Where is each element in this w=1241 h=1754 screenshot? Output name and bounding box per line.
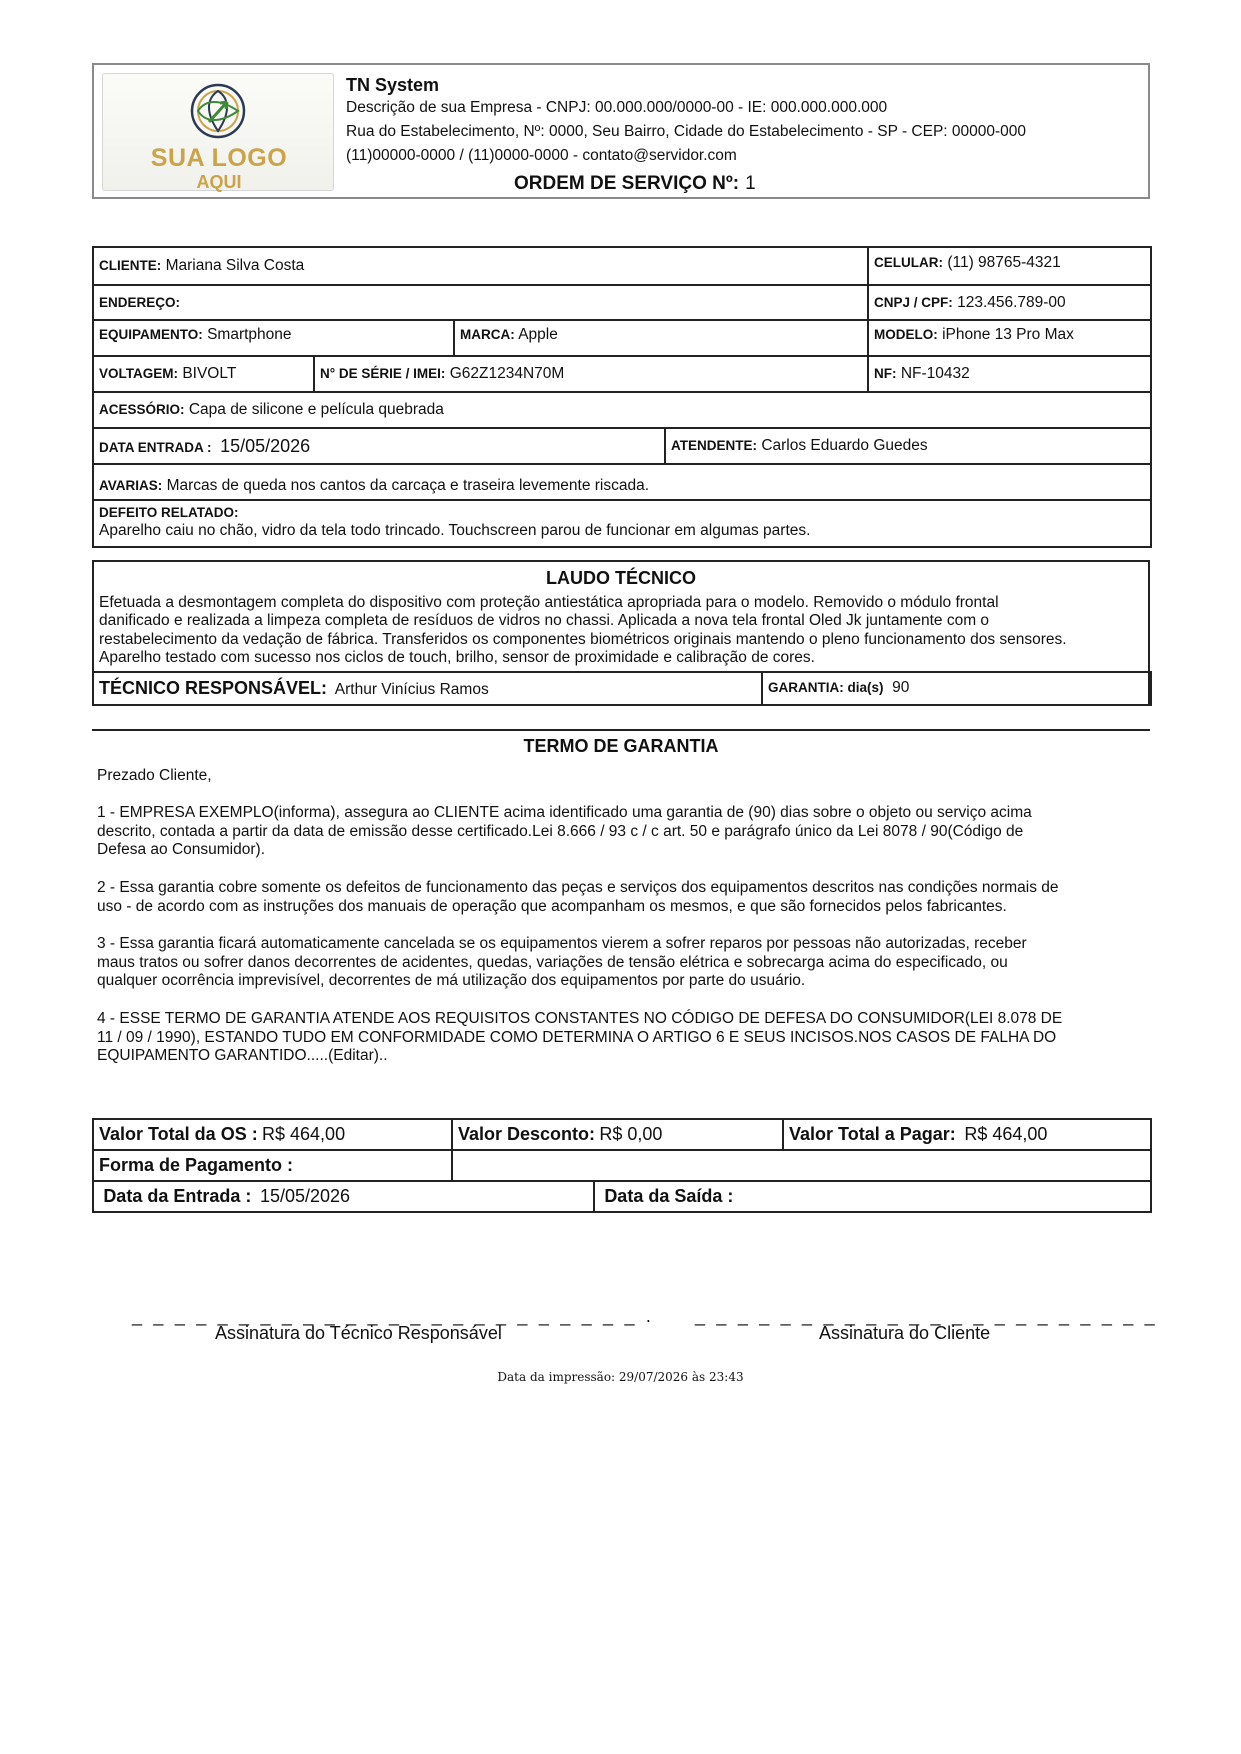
os-number: 1 [745,173,756,194]
termo-clause-4: 4 - ESSE TERMO DE GARANTIA ATENDE AOS REQUISITOS CONSTANTES NO CÓDIGO DE DEFESA DO CONSUMIDOR(LEI 8.078 DE 11 / 09 / 1990), ESTANDO TUDO EM CONFORMIDADE COMO DETERMINA O ARTIGO 6 E SEUS INCISOS.NOS CASOS DE FALHA DO EQUIPAMENTO GARANTIDO.....(Editar).. [97,1010,1063,1064]
garantia-cell: GARANTIA: dia(s) 90 [762,672,1151,705]
voltagem-value: BIVOLT [182,365,237,382]
table-row [93,285,1151,320]
modelo-cell: MODELO: iPhone 13 Pro Max [868,320,1151,356]
cliente-cell: CLIENTE: Mariana Silva Costa [93,247,868,285]
table-row [93,672,1151,705]
table-row [93,320,1151,356]
atendente-value: Carlos Eduardo Guedes [761,437,928,454]
laudo-title: LAUDO TÉCNICO [546,568,696,588]
serie-value: G62Z1234N70M [449,365,565,382]
avarias-value: Marcas de queda nos cantos da carcaça e traseira levemente riscada. [166,477,650,494]
signature-line-cliente: _ _ _ _ _ _ _ _ _ _ _ _ _ _ _ _ _ _ _ _ _ _ [695,1306,1158,1326]
defeito-cell: DEFEITO RELATADO: Aparelho caiu no chão, vidro da tela todo trincado. Touchscreen parou de funcionar em algumas partes. [93,500,1151,547]
cnpj-cell: CNPJ / CPF: 123.456.789-00 [868,285,1151,320]
company-description: Descrição de sua Empresa - CNPJ: 00.000.000/0000-00 - IE: 000.000.000.000 [346,99,888,116]
celular-value: (11) 98765-4321 [947,254,1061,271]
table-row [93,464,1151,500]
totals-table [92,1118,1152,1213]
data-saida-cell: Data da Saída : [594,1181,1151,1212]
atendente-cell: ATENDENTE: Carlos Eduardo Guedes [665,428,1151,464]
data-entrada-value: 15/05/2026 [220,435,311,456]
client-info-table [92,246,1152,548]
table-row [93,500,1151,547]
voltagem-cell: VOLTAGEM: BIVOLT [93,356,314,392]
avarias-cell: AVARIAS: Marcas de queda nos cantos da carcaça e traseira levemente riscada. [93,464,1151,500]
laudo-tecnico-section [92,560,1150,706]
equipamento-cell: EQUIPAMENTO: Smartphone [93,320,454,356]
equipamento-value: Smartphone [207,326,292,343]
termo-clause-3: 3 - Essa garantia ficará automaticamente cancelada se os equipamentos vierem a sofrer reparos por pessoas não autorizadas, receber maus tratos ou sofrer danos decorrentes de acidentes, quedas, variações de tensão elétrica e sobrecarga acima do especificado, ou qualquer ocorrência imprevisível, decorrentes de má utilização dos equipamentos por parte do usuário. [97,935,1027,989]
desconto-value: R$ 0,00 [599,1124,663,1144]
logo-text: SUA LOGO [150,144,288,172]
marca-value: Apple [518,326,558,343]
forma-pagamento-cell: Forma de Pagamento : [93,1150,452,1181]
valor-total-cell: Valor Total da OS : R$ 464,00 [93,1119,452,1150]
print-date: Data da impressão: 29/07/2026 às 23:43 [497,1370,744,1384]
os-title: ORDEM DE SERVIÇO Nº: 1 [514,173,756,194]
tecnico-value: Arthur Vinícius Ramos [334,680,489,698]
desconto-cell: Valor Desconto: R$ 0,00 [452,1119,783,1150]
data-entrada-total-cell: Data da Entrada : 15/05/2026 [93,1181,594,1212]
signature-label-cliente: Assinatura do Cliente [819,1323,991,1343]
signature-label-tecnico: Assinatura do Técnico Responsável [215,1323,502,1343]
cliente-value: Mariana Silva Costa [165,257,305,274]
modelo-value: iPhone 13 Pro Max [942,326,1074,343]
company-name: TN System [346,75,440,95]
endereco-cell: ENDEREÇO: [93,285,868,320]
company-header [92,63,1150,199]
forma-pagamento-value [452,1150,1151,1181]
divider [92,729,1150,731]
marca-cell: MARCA: Apple [454,320,868,356]
a-pagar-cell: Valor Total a Pagar: R$ 464,00 [783,1119,1151,1150]
a-pagar-value: R$ 464,00 [964,1124,1048,1144]
tecnico-table [92,671,1152,706]
table-row [93,356,1151,392]
data-entrada-cell: DATA ENTRADA : 15/05/2026 [93,428,665,464]
termo-title: TERMO DE GARANTIA [523,736,719,756]
laudo-text: Efetuada a desmontagem completa do dispositivo com proteção antiestática apropriada para o modelo. Removido o módulo frontal danificado e realizada a limpeza completa de resíduos de vidros no chassi. Aplicada a nova tela frontal Oled Jk juntamente com o restabelecimento da vedação de fábrica. Transferidos os componentes biométricos originais mantendo o pleno funcionamento dos sensores. Aparelho testado com sucesso nos ciclos de touch, brilho, sensor de proximidade e calibração de cores. [99,594,1067,667]
defeito-value: Aparelho caiu no chão, vidro da tela todo trincado. Touchscreen parou de funcionar em algumas partes. [99,522,811,539]
table-row [93,428,1151,464]
leaf-emblem-icon [189,82,247,140]
signature-line-tecnico: _ _ _ _ _ _ _ _ _ _ _ _ _ _ _ _ _ _ _ _ _ _ _ _ . [132,1306,655,1326]
table-row [93,392,1151,428]
termo-greeting: Prezado Cliente, [97,767,212,784]
nf-value: NF-10432 [900,365,970,382]
tecnico-cell: TÉCNICO RESPONSÁVEL: Arthur Vinícius Ramos [93,672,762,705]
valor-total-value: R$ 464,00 [262,1124,346,1144]
celular-cell: CELULAR: (11) 98765-4321 [868,247,1151,285]
table-row [93,1150,1151,1181]
table-row [93,1181,1151,1212]
table-row [93,1119,1151,1150]
cnpj-value: 123.456.789-00 [957,293,1066,311]
garantia-value: 90 [892,679,910,697]
acessorio-value: Capa de silicone e película quebrada [188,401,444,418]
logo-subtext: AQUI [196,172,242,192]
serie-cell: N° DE SÉRIE / IMEI: G62Z1234N70M [314,356,868,392]
company-address: Rua do Estabelecimento, Nº: 0000, Seu Bairro, Cidade do Estabelecimento - SP - CEP: 00000-000 [346,123,1027,140]
termo-clause-2: 2 - Essa garantia cobre somente os defeitos de funcionamento das peças e serviços dos equipamentos descritos nas condições normais de uso - de acordo com as instruções dos manuais de operação que acompanham os mesmos, e que são fornecidos pelos fabricantes. [97,879,1059,915]
table-row [93,247,1151,285]
data-entrada-total-value: 15/05/2026 [259,1186,351,1206]
company-logo [102,73,334,191]
nf-cell: NF: NF-10432 [868,356,1151,392]
acessorio-cell: ACESSÓRIO: Capa de silicone e película quebrada [93,392,1151,428]
termo-clause-1: 1 - EMPRESA EXEMPLO(informa), assegura ao CLIENTE acima identificado uma garantia de (90) dias sobre o objeto ou serviço acima descrito, contada a partir da data de emissão desse certificado.Lei 8.666 / 93 c / c art. 50 e parágrafo único da Lei 8078 / 90(Código de Defesa ao Consumidor). [97,804,1032,858]
company-contact: (11)00000-0000 / (11)0000-0000 - contato@servidor.com [346,147,737,164]
